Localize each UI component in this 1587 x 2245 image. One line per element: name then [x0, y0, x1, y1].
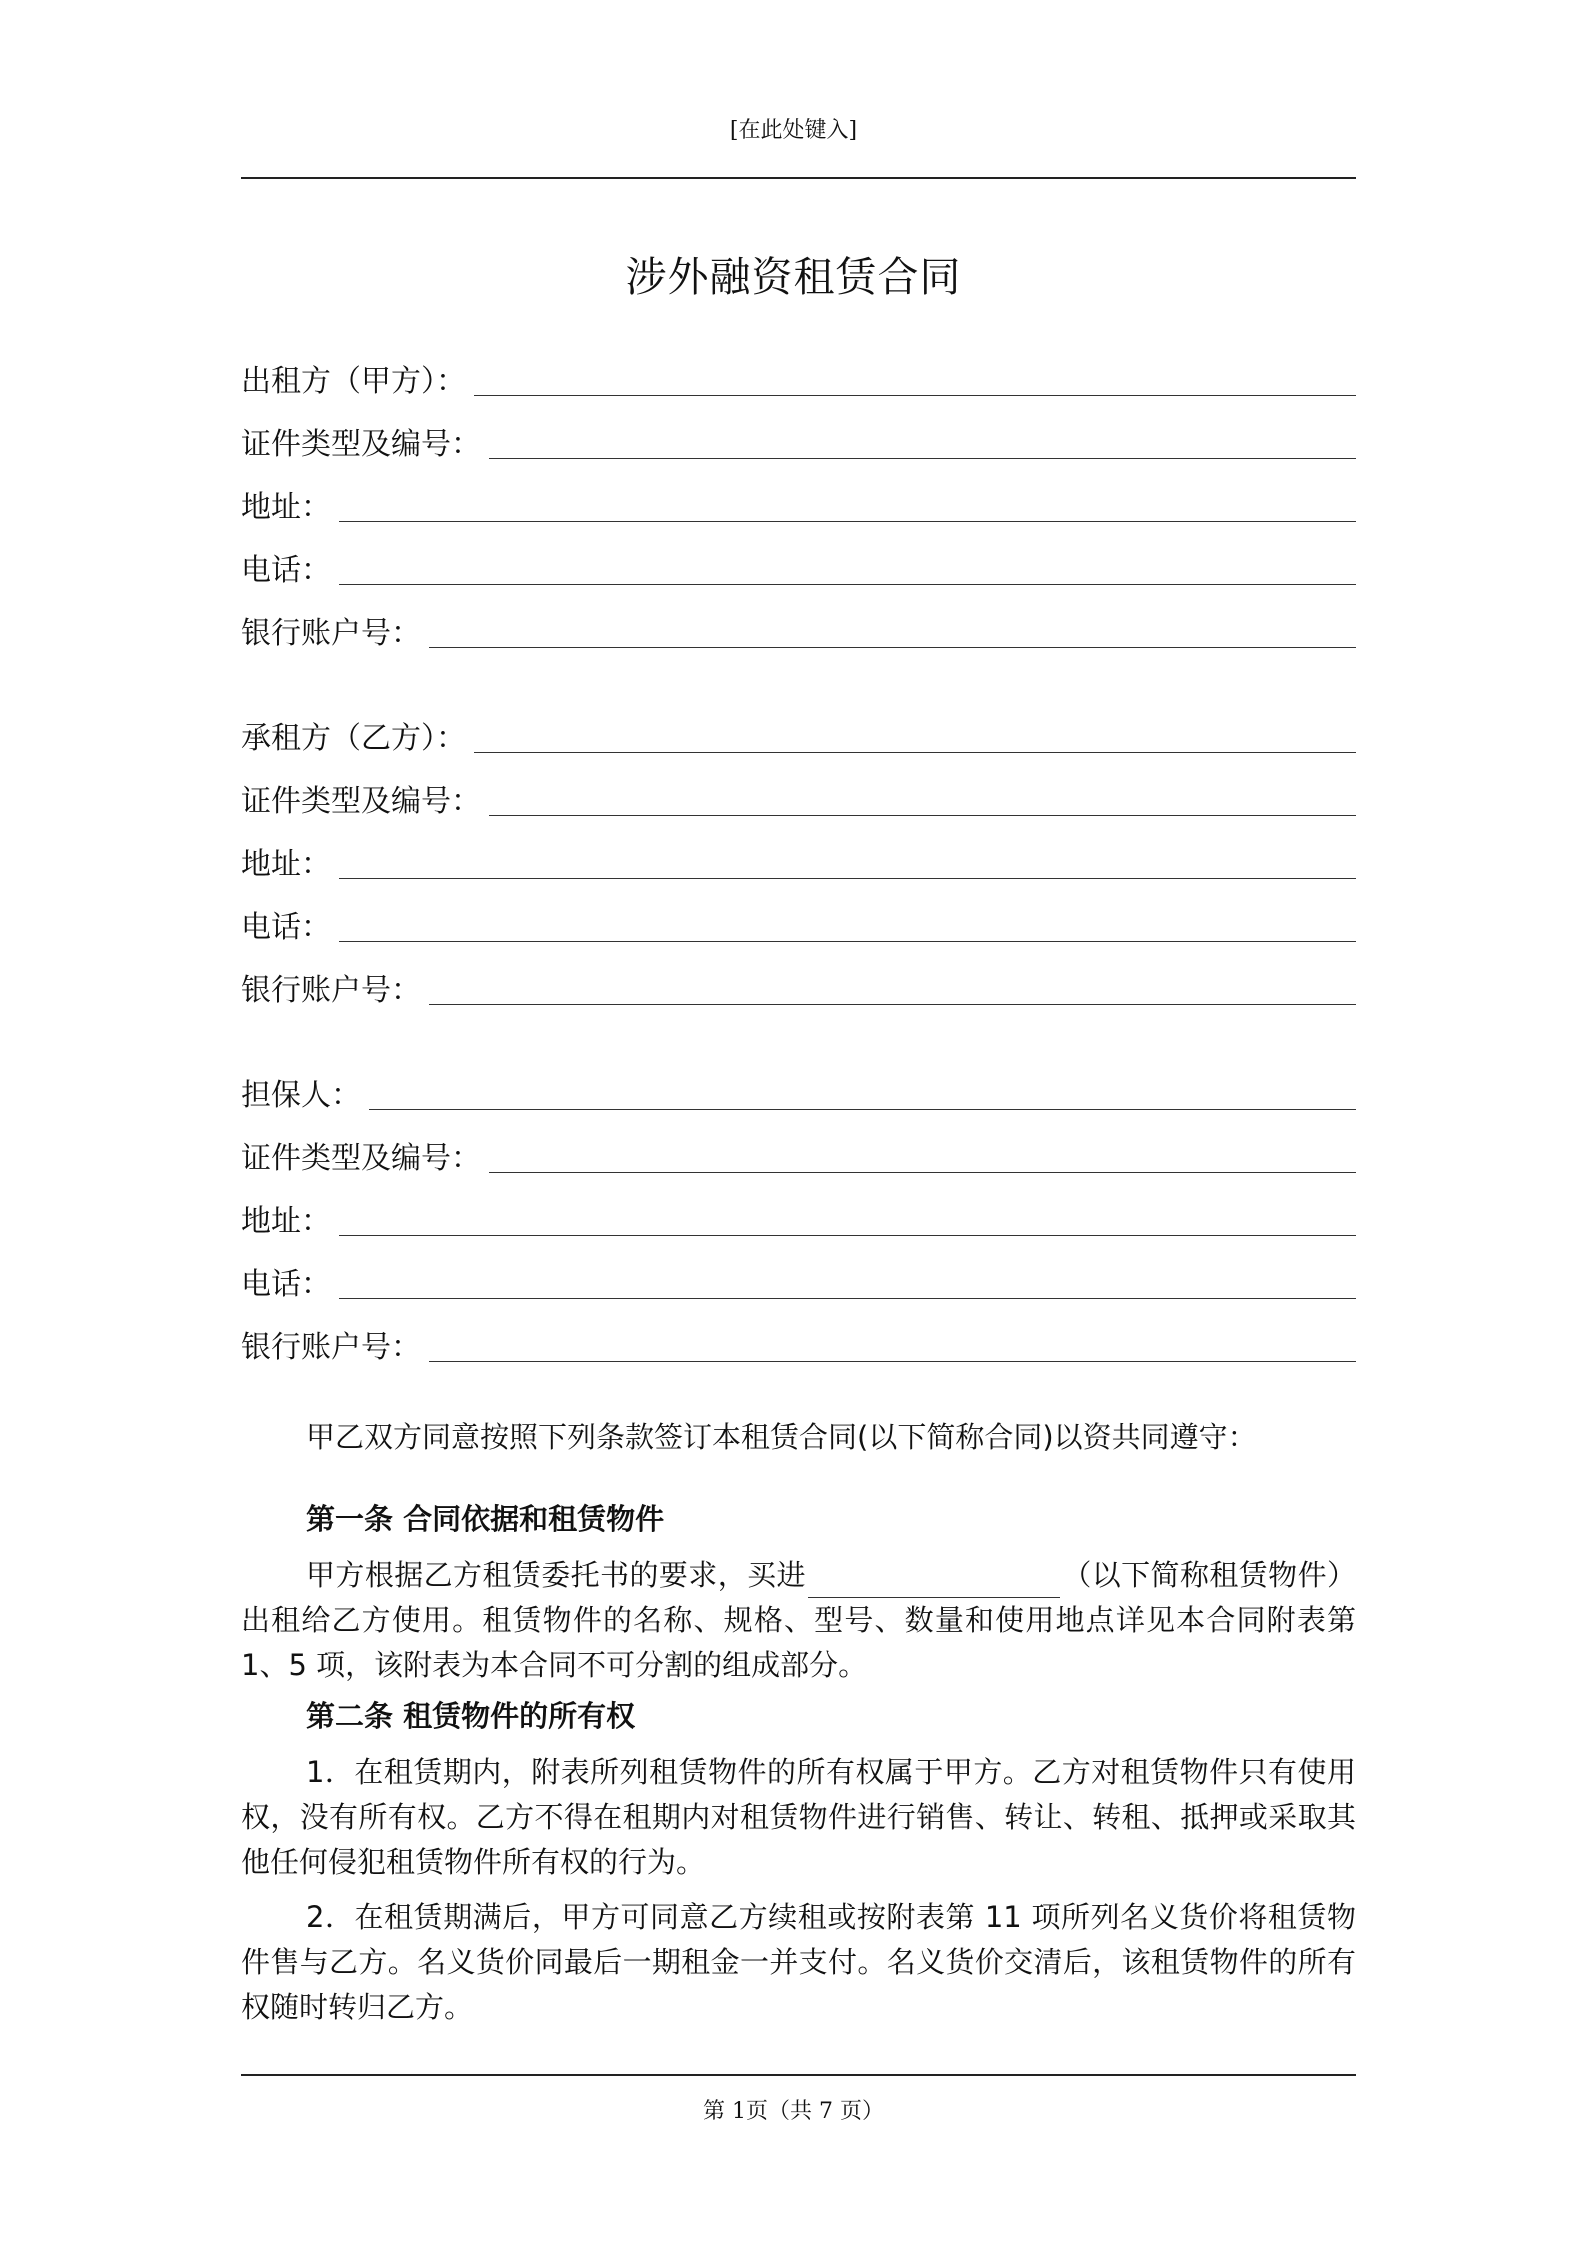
- field-label: 证件类型及编号：: [241, 427, 481, 462]
- field-label: 银行账户号：: [241, 973, 421, 1008]
- fill-line[interactable]: [489, 815, 1356, 816]
- field-label: 地址：: [241, 847, 331, 882]
- field-label: 证件类型及编号：: [241, 1141, 481, 1176]
- fill-line[interactable]: [339, 1298, 1356, 1299]
- field-label: 担保人：: [241, 1078, 361, 1113]
- guarantor-phone-field[interactable]: [241, 1263, 1356, 1303]
- lessee-phone-field[interactable]: [241, 906, 1356, 946]
- fill-line[interactable]: [489, 1172, 1356, 1173]
- fill-line[interactable]: [429, 647, 1356, 648]
- field-label: 地址：: [241, 490, 331, 525]
- fill-line[interactable]: [474, 752, 1356, 753]
- guarantor-address-field[interactable]: [241, 1200, 1356, 1240]
- fill-line[interactable]: [369, 1109, 1356, 1110]
- field-label: 地址：: [241, 1204, 331, 1239]
- lessee-address-field[interactable]: [241, 843, 1356, 883]
- guarantor-name-field[interactable]: [241, 1074, 1356, 1114]
- fill-line[interactable]: [429, 1004, 1356, 1005]
- article-2-heading: 第二条 租赁物件的所有权: [306, 1699, 636, 1733]
- lessee-name-field[interactable]: [241, 717, 1356, 757]
- fill-line[interactable]: [339, 941, 1356, 942]
- fill-line[interactable]: [339, 521, 1356, 522]
- field-label: 证件类型及编号：: [241, 784, 481, 819]
- field-label: 银行账户号：: [241, 1330, 421, 1365]
- lessor-name-field[interactable]: [241, 360, 1356, 400]
- fill-line[interactable]: [429, 1361, 1356, 1362]
- field-label: 出租方（甲方）：: [241, 364, 466, 399]
- article-1-text-before: 甲方根据乙方租赁委托书的要求，买进: [306, 1558, 806, 1592]
- lessor-phone-field[interactable]: [241, 549, 1356, 589]
- footer-rule: [241, 2074, 1356, 2076]
- field-label: 银行账户号：: [241, 616, 421, 651]
- equipment-blank[interactable]: [808, 1569, 1060, 1598]
- article-2-paragraph-1: 1．在租赁期内，附表所列租赁物件的所有权属于甲方。乙方对租赁物件只有使用权，没有所有权。乙方不得在租期内对租赁物件进行销售、转让、转租、抵押或采取其他任何侵犯租赁物件所有权的行为。: [241, 1755, 1356, 1879]
- fill-line[interactable]: [489, 458, 1356, 459]
- lessor-id-field[interactable]: [241, 423, 1356, 463]
- field-label: 承租方（乙方）：: [241, 721, 466, 756]
- article-1-paragraph: [241, 1553, 1356, 1688]
- fill-line[interactable]: [474, 395, 1356, 396]
- document-title: 涉外融资租赁合同: [625, 253, 962, 301]
- fill-line[interactable]: [339, 878, 1356, 879]
- article-2-paragraph-2: 2．在租赁期满后，甲方可同意乙方续租或按附表第 11 项所列名义货价将租赁物件售与乙方。名义货价同最后一期租金一并支付。名义货价交清后，该租赁物件的所有权随时转归乙方。: [241, 1900, 1356, 2024]
- guarantor-id-field[interactable]: [241, 1137, 1356, 1177]
- page-number: 第 1页（共 7 页）: [703, 2099, 884, 2124]
- article-1-heading: 第一条 合同依据和租赁物件: [306, 1502, 665, 1536]
- lessee-id-field[interactable]: [241, 780, 1356, 820]
- fill-line[interactable]: [339, 1235, 1356, 1236]
- intro-paragraph: 甲乙双方同意按照下列条款签订本租赁合同(以下简称合同)以资共同遵守：: [306, 1420, 1257, 1454]
- lessor-bank-field[interactable]: [241, 612, 1356, 652]
- header-rule: [241, 177, 1356, 179]
- field-label: 电话：: [241, 910, 331, 945]
- lessee-bank-field[interactable]: [241, 969, 1356, 1009]
- field-label: 电话：: [241, 1267, 331, 1302]
- page-header: [在此处键入]: [729, 118, 858, 143]
- lessor-address-field[interactable]: [241, 486, 1356, 526]
- guarantor-bank-field[interactable]: [241, 1326, 1356, 1366]
- fill-line[interactable]: [339, 584, 1356, 585]
- field-label: 电话：: [241, 553, 331, 588]
- article-1-text-after: （以下简称租赁物件）出租给乙方使用。租赁物件的名称、规格、型号、数量和使用地点详见本合同附表第 1、5 项，该附表为本合同不可分割的组成部分。: [241, 1558, 1356, 1682]
